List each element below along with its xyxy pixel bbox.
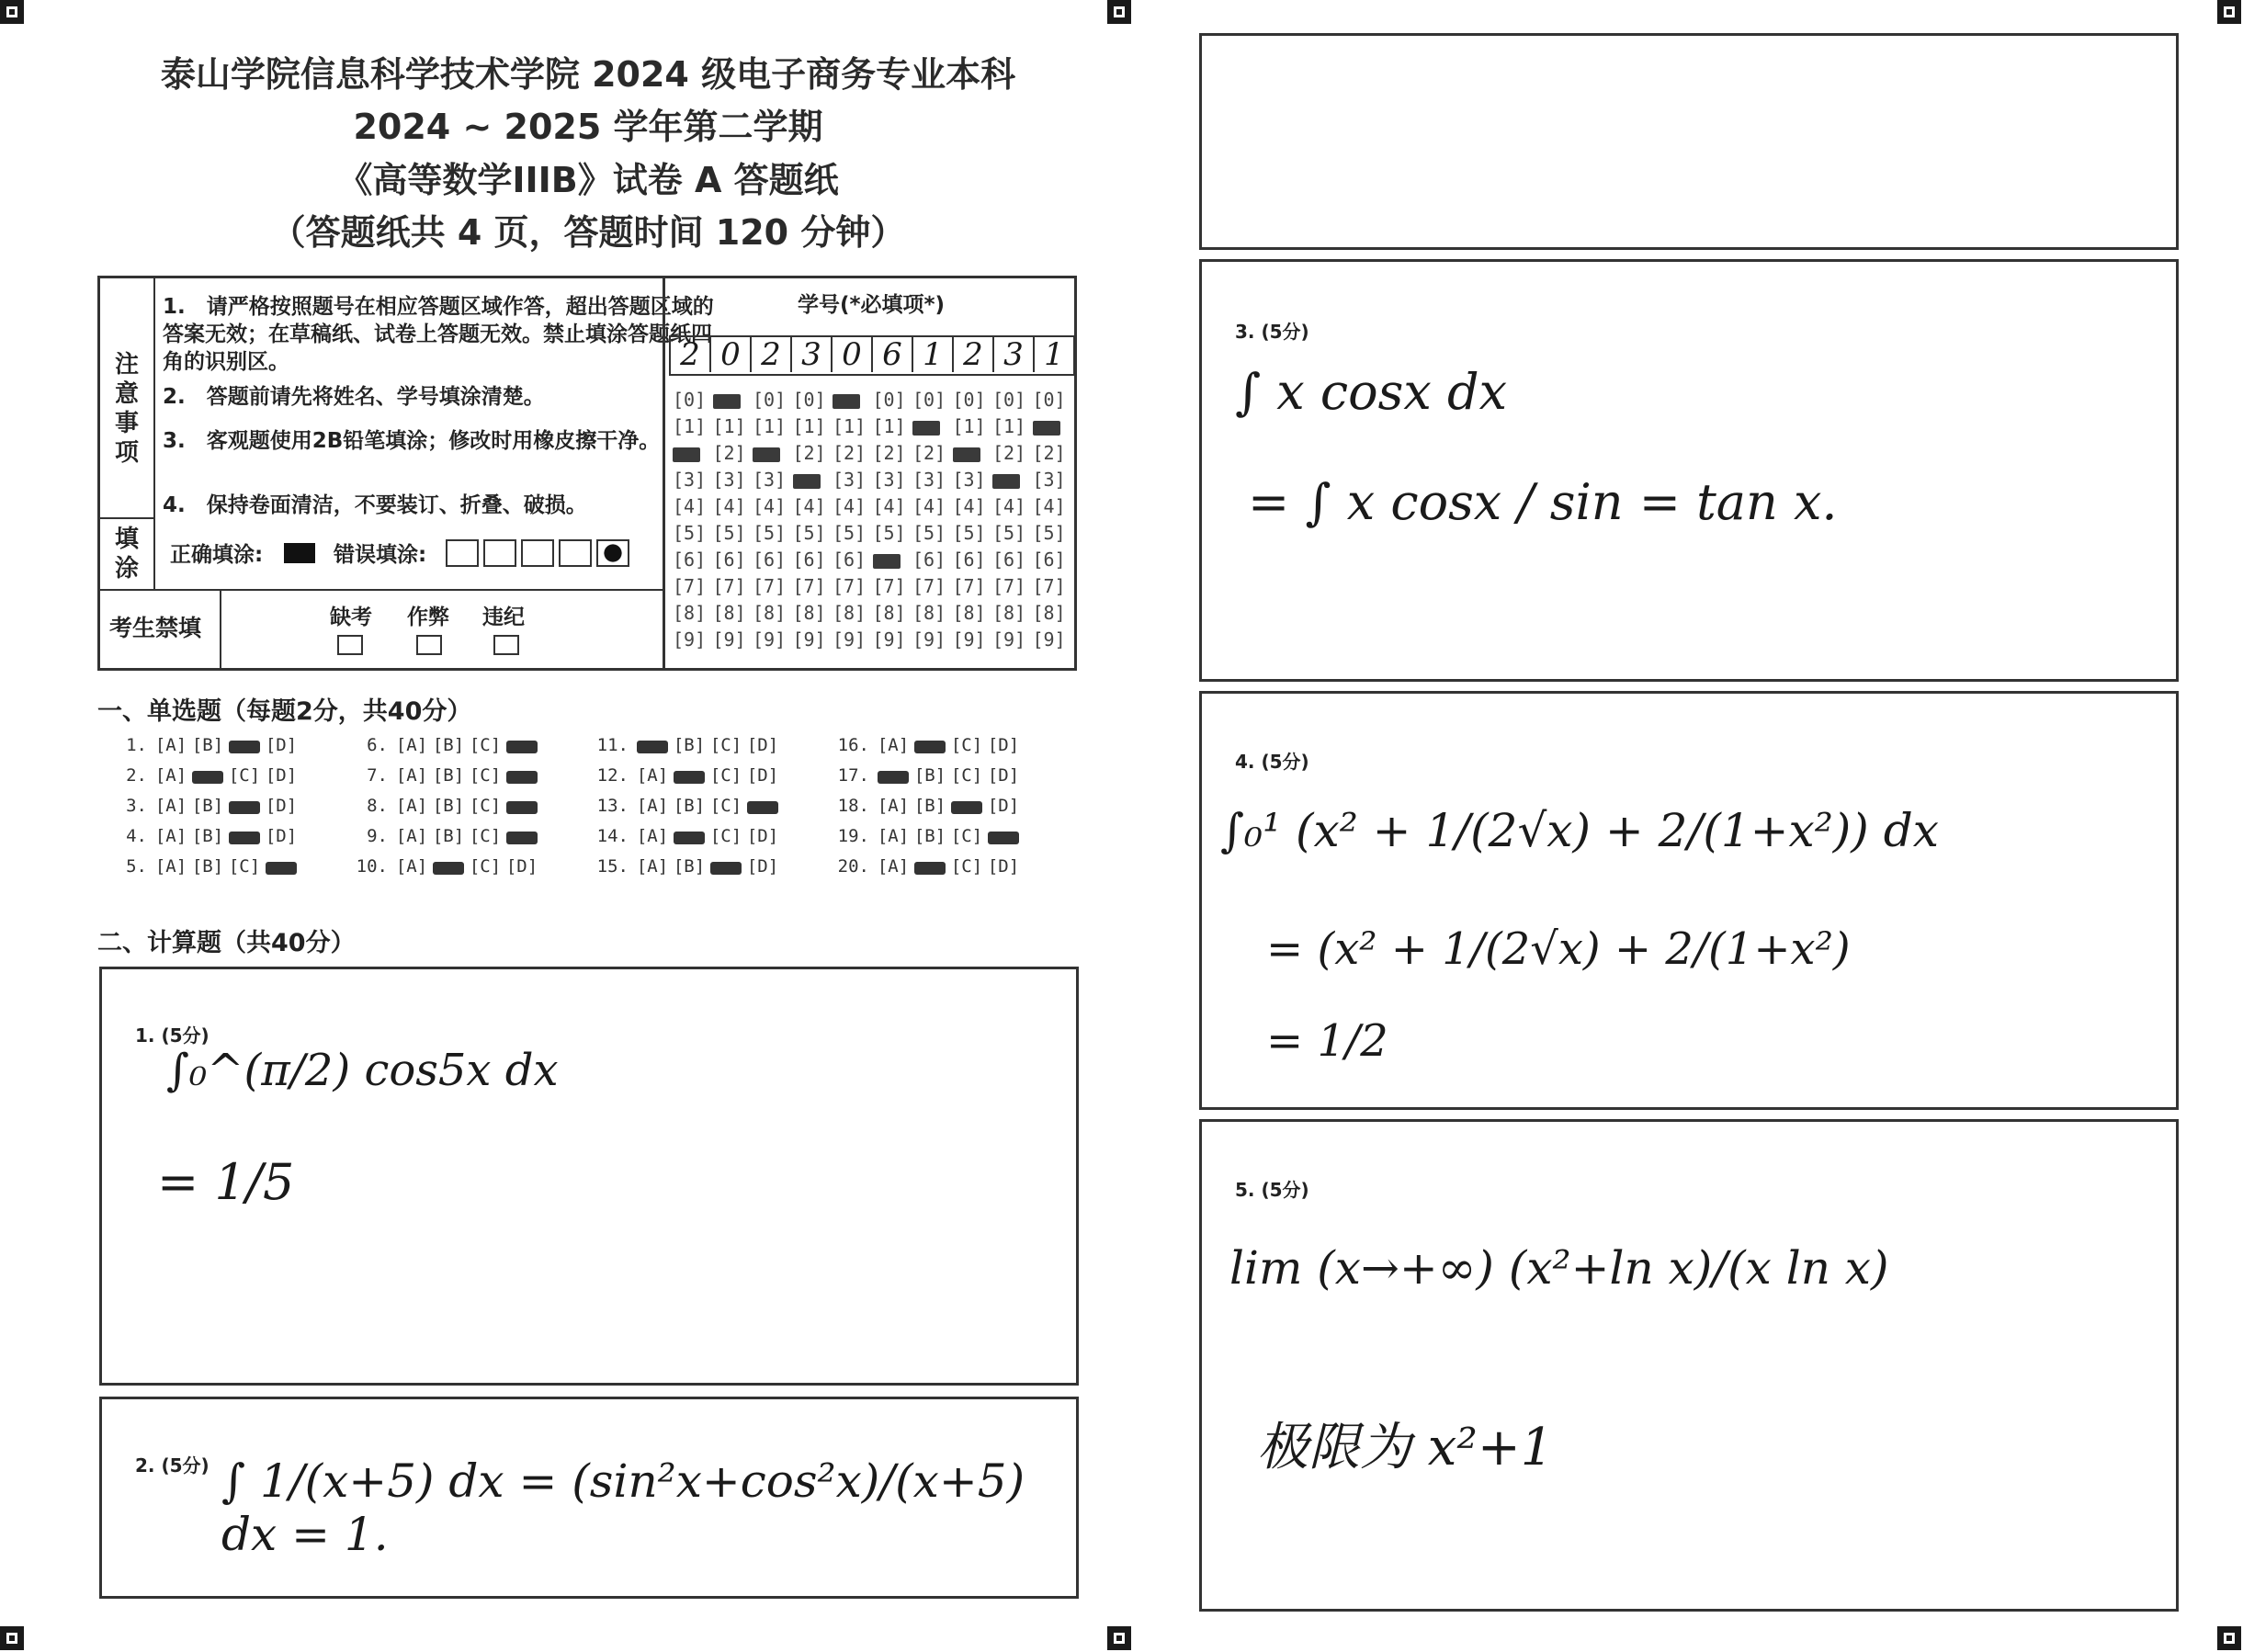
sid-bubble[interactable]: [3] [872, 469, 906, 491]
sid-bubble[interactable]: [0] [673, 389, 707, 411]
sid-bubble[interactable]: [9] [753, 628, 787, 651]
mcq-option[interactable]: [C] [709, 796, 742, 816]
notice-label: 注意事项 [114, 351, 139, 467]
mcq-option[interactable]: [D] [746, 826, 779, 846]
mcq-option[interactable] [506, 741, 538, 753]
mcq-option[interactable]: [A] [877, 796, 910, 816]
mcq-option[interactable] [674, 771, 705, 784]
mcq-option[interactable]: [A] [395, 735, 428, 755]
sid-bubble[interactable]: [4] [753, 495, 787, 517]
answer-box-continued[interactable] [1199, 33, 2179, 250]
answer-box-q1[interactable] [99, 967, 1079, 1386]
mcq-option[interactable] [192, 771, 223, 784]
sid-bubble[interactable]: [8] [992, 602, 1026, 624]
q1-label: 1. (5分) [135, 1024, 210, 1047]
sid-bubble[interactable]: [2] [712, 442, 746, 464]
sid-bubble[interactable]: [8] [673, 602, 707, 624]
sid-bubble[interactable]: [3] [833, 469, 867, 491]
mcq-option[interactable]: [A] [154, 735, 187, 755]
forbidden-label: 考生禁填 [109, 615, 202, 641]
mcq-option[interactable]: [A] [395, 796, 428, 816]
sid-bubble-row [673, 547, 1077, 573]
mcq-number: 8. [367, 796, 388, 816]
sid-bubble[interactable]: [8] [753, 602, 787, 624]
mcq-item[interactable] [833, 796, 1022, 816]
sid-bubble[interactable]: [4] [872, 495, 906, 517]
exam-header-line1: 泰山学院信息科学技术学院 2024 级电子商务专业本科 [160, 54, 1016, 95]
mcq-number: 9. [367, 826, 388, 846]
mcq-item[interactable] [592, 765, 781, 786]
q5-label: 5. (5分) [1235, 1179, 1309, 1201]
sid-bubble[interactable]: [7] [992, 575, 1026, 597]
q4-label: 4. (5分) [1235, 751, 1309, 773]
sid-digit: 2 [954, 337, 994, 372]
registration-mark [2217, 1626, 2241, 1650]
answer-box-q5[interactable] [1199, 1119, 2179, 1612]
sid-bubble[interactable]: [2] [912, 442, 946, 464]
mcq-item[interactable] [592, 856, 781, 877]
q3-label: 3. (5分) [1235, 321, 1309, 343]
sid-bubble[interactable]: [9] [792, 628, 826, 651]
mcq-number: 7. [367, 765, 388, 786]
sid-bubble[interactable]: [4] [912, 495, 946, 517]
sid-bubble[interactable]: [0] [872, 389, 906, 411]
q5-work: lim (x→+∞) (x²+ln x)/(x ln x) [1229, 1241, 1889, 1295]
mcq-number: 14. [596, 826, 629, 846]
mcq-item[interactable] [351, 796, 540, 816]
mcq-number: 6. [367, 735, 388, 755]
absent-checkbox[interactable] [337, 635, 363, 655]
mcq-option[interactable] [229, 832, 260, 844]
mcq-option[interactable] [506, 801, 538, 814]
sid-bubble[interactable]: [7] [833, 575, 867, 597]
notice-item-1: 1. 请严格按照题号在相应答题区域作答，超出答题区域的答案无效；在草稿纸、试卷上答题无效。禁止填涂答题纸四角的识别区。 [163, 295, 714, 374]
cheat-checkbox[interactable] [416, 635, 442, 655]
mcq-number: 18. [837, 796, 869, 816]
q2-work: ∫ 1/(x+5) dx = (sin²x+cos²x)/(x+5) dx = 1. [221, 1454, 1025, 1561]
violation-label: 违纪 [482, 605, 525, 629]
mcq-option[interactable]: [A] [877, 826, 910, 846]
mcq-number: 1. [126, 735, 147, 755]
sid-bubble[interactable]: [6] [833, 549, 867, 571]
q1-answer: = 1/5 [157, 1153, 295, 1211]
q4-work: ∫₀¹ (x² + 1/(2√x) + 2/(1+x²)) dx [1220, 804, 1939, 857]
fill-example-row [100, 519, 663, 591]
sid-bubble-row [673, 413, 1077, 440]
sid-bubble[interactable]: [3] [912, 469, 946, 491]
sid-digit: 1 [1044, 336, 1064, 373]
mcq-option[interactable] [433, 862, 464, 875]
mcq-option[interactable]: [B] [432, 735, 465, 755]
mcq-option[interactable]: [D] [265, 826, 298, 846]
sid-digit: 2 [671, 337, 711, 372]
student-id-panel [663, 278, 1077, 668]
mcq-option[interactable]: [B] [432, 796, 465, 816]
mcq-item[interactable] [351, 735, 540, 755]
sid-bubble[interactable]: [7] [753, 575, 787, 597]
section2-title: 二、计算题（共40分） [97, 929, 356, 957]
mcq-option[interactable] [914, 741, 946, 753]
mcq-option[interactable]: [B] [191, 856, 224, 877]
sid-bubble[interactable] [1033, 413, 1073, 440]
sid-bubble[interactable]: [5] [753, 522, 787, 544]
sid-bubble-row [673, 573, 1077, 600]
sid-bubble[interactable]: [0] [952, 389, 986, 411]
sid-bubble[interactable] [992, 467, 1033, 493]
sid-bubble[interactable]: [6] [792, 549, 826, 571]
violation-checkbox[interactable] [493, 635, 519, 655]
mcq-option[interactable]: [B] [673, 856, 706, 877]
sid-bubble[interactable]: [4] [792, 495, 826, 517]
sid-bubble[interactable]: [7] [872, 575, 906, 597]
sid-bubble-row [673, 387, 1077, 413]
mcq-option[interactable] [637, 741, 668, 753]
mcq-option[interactable]: [C] [469, 765, 502, 786]
mcq-option[interactable]: [C] [709, 826, 742, 846]
mcq-number: 20. [837, 856, 869, 877]
mcq-option[interactable] [951, 801, 982, 814]
mcq-option[interactable]: [C] [228, 765, 261, 786]
sid-bubble[interactable]: [8] [952, 602, 986, 624]
mcq-option[interactable]: [A] [395, 765, 428, 786]
sid-bubble[interactable]: [9] [872, 628, 906, 651]
sid-bubble-row [673, 493, 1077, 520]
sid-bubble-row [673, 627, 1077, 653]
mcq-number: 12. [596, 765, 629, 786]
mcq-option[interactable]: [D] [265, 765, 298, 786]
sid-bubble[interactable]: [4] [673, 495, 707, 517]
sid-bubble[interactable]: [3] [952, 469, 986, 491]
mcq-option[interactable] [988, 832, 1019, 844]
sid-bubble[interactable]: [6] [912, 549, 946, 571]
registration-mark [0, 1626, 24, 1650]
sid-bubble[interactable]: [3] [753, 469, 787, 491]
mcq-option[interactable]: [C] [228, 856, 261, 877]
mcq-option[interactable] [914, 862, 946, 875]
mcq-item[interactable] [833, 826, 1022, 846]
sid-bubble[interactable]: [4] [833, 495, 867, 517]
mcq-option[interactable]: [D] [265, 796, 298, 816]
sid-bubble[interactable]: [6] [952, 549, 986, 571]
sid-digit: 0 [711, 337, 752, 372]
absent-label: 缺考 [330, 605, 372, 629]
section1-title: 一、单选题（每题2分，共40分） [97, 697, 472, 726]
sid-bubble[interactable]: [9] [1032, 628, 1066, 651]
mcq-option[interactable]: [C] [469, 826, 502, 846]
wrong-fill-label: 错误填涂: [334, 543, 427, 567]
sid-bubble[interactable]: [7] [912, 575, 946, 597]
mcq-option[interactable]: [B] [913, 826, 946, 846]
registration-mark [1107, 1626, 1131, 1650]
mcq-option[interactable]: [B] [673, 735, 706, 755]
mcq-item[interactable] [592, 735, 781, 755]
forbidden-row [100, 591, 663, 668]
sid-bubble[interactable] [673, 440, 713, 467]
mcq-option[interactable] [266, 862, 297, 875]
sid-bubble[interactable]: [7] [673, 575, 707, 597]
mcq-option[interactable]: [A] [154, 796, 187, 816]
sid-bubble[interactable]: [6] [1032, 549, 1066, 571]
sid-bubble[interactable]: [6] [673, 549, 707, 571]
registration-mark [1107, 0, 1131, 24]
mcq-item[interactable] [110, 826, 300, 846]
mcq-item[interactable] [110, 796, 300, 816]
sid-bubble[interactable]: [1] [872, 415, 906, 437]
mcq-option[interactable]: [A] [154, 765, 187, 786]
sid-bubble[interactable]: [5] [1032, 522, 1066, 544]
mcq-option[interactable]: [A] [636, 856, 669, 877]
sid-bubble[interactable]: [5] [872, 522, 906, 544]
mcq-item[interactable] [110, 735, 300, 755]
mcq-option[interactable]: [D] [987, 856, 1020, 877]
sid-bubble[interactable]: [0] [753, 389, 787, 411]
mcq-option[interactable]: [C] [709, 765, 742, 786]
q5-line2: 极限为 x²+1 [1257, 1418, 1554, 1477]
q2-label: 2. (5分) [135, 1454, 210, 1477]
sid-digit: 6 [873, 337, 913, 372]
sid-bubble-row [673, 467, 1077, 493]
sid-bubble[interactable]: [3] [1032, 469, 1066, 491]
mcq-item[interactable] [833, 856, 1022, 877]
sid-bubble[interactable] [713, 387, 753, 413]
notice-panel [97, 276, 1077, 671]
mcq-number: 16. [837, 735, 869, 755]
mcq-option[interactable]: [A] [636, 765, 669, 786]
sid-bubble[interactable]: [9] [912, 628, 946, 651]
sid-bubble[interactable]: [6] [753, 549, 787, 571]
mcq-option[interactable]: [D] [265, 735, 298, 755]
mcq-option[interactable]: [B] [432, 826, 465, 846]
sid-bubble[interactable]: [1] [712, 415, 746, 437]
sid-bubble[interactable]: [2] [1032, 442, 1066, 464]
sid-bubble[interactable]: [5] [992, 522, 1026, 544]
sid-bubble[interactable]: [8] [912, 602, 946, 624]
sid-digit: 3 [994, 337, 1035, 372]
fill-label: 填涂 [114, 526, 139, 583]
mcq-item[interactable] [351, 765, 540, 786]
mcq-item[interactable] [592, 826, 781, 846]
mcq-number: 13. [596, 796, 629, 816]
mcq-option[interactable]: [B] [191, 735, 224, 755]
sid-bubble[interactable]: [5] [952, 522, 986, 544]
mcq-option[interactable]: [B] [191, 826, 224, 846]
mcq-option[interactable]: [D] [505, 856, 538, 877]
sid-digit: 1 [913, 337, 954, 372]
notice-item-4: 4. 保持卷面清洁，不要装订、折叠、破损。 [163, 493, 587, 517]
mcq-item[interactable] [351, 826, 540, 846]
mcq-item[interactable] [592, 796, 781, 816]
sid-bubble[interactable]: [1] [992, 415, 1026, 437]
q4-line3: = 1/2 [1266, 1015, 1388, 1067]
sid-bubble[interactable]: [4] [1032, 495, 1066, 517]
mcq-number: 5. [126, 856, 147, 877]
sid-digit: 2 [752, 337, 792, 372]
mcq-item[interactable] [833, 765, 1022, 786]
sid-bubble[interactable]: [5] [673, 522, 707, 544]
sid-bubble[interactable]: [1] [792, 415, 826, 437]
mcq-item[interactable] [833, 735, 1022, 755]
mcq-option[interactable]: [C] [950, 826, 983, 846]
sid-bubble[interactable]: [5] [912, 522, 946, 544]
sid-bubble-row [673, 440, 1077, 467]
sid-bubble[interactable]: [3] [712, 469, 746, 491]
sid-bubble[interactable]: [9] [992, 628, 1026, 651]
sid-bubble[interactable]: [2] [792, 442, 826, 464]
sid-bubble[interactable]: [7] [712, 575, 746, 597]
sid-bubble[interactable]: [5] [792, 522, 826, 544]
mcq-option[interactable]: [A] [636, 826, 669, 846]
sid-bubble[interactable]: [8] [712, 602, 746, 624]
sid-bubble[interactable]: [9] [833, 628, 867, 651]
sid-bubble[interactable]: [0] [992, 389, 1026, 411]
answer-box-q2[interactable] [99, 1397, 1079, 1599]
q1-work: ∫₀^(π/2) cos5x dx [166, 1045, 559, 1096]
mcq-option[interactable]: [C] [950, 735, 983, 755]
mcq-option[interactable]: [A] [395, 856, 428, 877]
mcq-option[interactable]: [D] [746, 735, 779, 755]
sid-bubble[interactable]: [5] [712, 522, 746, 544]
mcq-option[interactable]: [A] [877, 856, 910, 877]
mcq-option[interactable]: [A] [395, 826, 428, 846]
sid-bubble[interactable] [793, 467, 833, 493]
correct-fill-sample [284, 543, 315, 563]
student-id-bubble-grid[interactable] [673, 387, 1077, 653]
sid-bubble[interactable] [833, 387, 873, 413]
mcq-item[interactable] [110, 856, 300, 877]
sid-bubble[interactable]: [7] [1032, 575, 1066, 597]
mcq-option[interactable]: [B] [432, 765, 465, 786]
sid-bubble[interactable]: [8] [872, 602, 906, 624]
exam-header-line2: 2024 ~ 2025 学年第二学期 [353, 107, 823, 147]
sid-bubble[interactable] [873, 547, 913, 573]
sid-bubble-row [673, 600, 1077, 627]
mcq-number: 17. [837, 765, 869, 786]
sid-bubble[interactable]: [8] [833, 602, 867, 624]
mcq-option[interactable]: [C] [709, 735, 742, 755]
sid-digit: 3 [792, 337, 833, 372]
answer-box-q4[interactable] [1199, 691, 2179, 1110]
mcq-option[interactable]: [B] [191, 796, 224, 816]
mcq-option[interactable]: [A] [154, 826, 187, 846]
sid-bubble[interactable]: [9] [952, 628, 986, 651]
mcq-number: 11. [596, 735, 629, 755]
sid-bubble[interactable]: [0] [912, 389, 946, 411]
sid-bubble[interactable] [753, 440, 793, 467]
mcq-option[interactable]: [C] [469, 735, 502, 755]
sid-bubble[interactable]: [5] [833, 522, 867, 544]
sid-bubble[interactable]: [2] [833, 442, 867, 464]
mcq-option[interactable] [878, 771, 909, 784]
student-id-header: 学号(*必填项*) [797, 293, 946, 317]
exam-header-line3: 《高等数学IIIB》试卷 A 答题纸 [337, 160, 839, 200]
mcq-option[interactable]: [B] [913, 765, 946, 786]
mcq-option[interactable] [229, 741, 260, 753]
sid-bubble[interactable]: [2] [992, 442, 1026, 464]
mcq-option[interactable]: [C] [950, 765, 983, 786]
mcq-option[interactable] [747, 801, 778, 814]
notice-item-3: 3. 客观题使用2B铅笔填涂；修改时用橡皮擦干净。 [163, 429, 661, 453]
sid-bubble[interactable]: [0] [1032, 389, 1066, 411]
sid-bubble[interactable]: [8] [1032, 602, 1066, 624]
sid-bubble[interactable]: [1] [833, 415, 867, 437]
mcq-option[interactable]: [B] [913, 796, 946, 816]
mcq-option[interactable]: [D] [746, 856, 779, 877]
mcq-option[interactable]: [A] [877, 735, 910, 755]
mcq-option[interactable] [506, 771, 538, 784]
mcq-item[interactable] [351, 856, 540, 877]
sid-bubble[interactable] [912, 413, 953, 440]
mcq-number: 19. [837, 826, 869, 846]
mcq-number: 3. [126, 796, 147, 816]
mcq-option[interactable]: [C] [469, 796, 502, 816]
mcq-option[interactable] [710, 862, 742, 875]
correct-fill-label: 正确填涂: [170, 543, 264, 567]
sid-bubble[interactable]: [4] [952, 495, 986, 517]
sid-bubble[interactable]: [0] [792, 389, 826, 411]
sid-bubble[interactable]: [9] [712, 628, 746, 651]
notice-label-cell [100, 278, 155, 519]
mcq-option[interactable]: [D] [987, 796, 1020, 816]
q3-work: ∫ x cosx dx [1235, 363, 1508, 421]
sid-bubble[interactable]: [4] [992, 495, 1026, 517]
mcq-option[interactable]: [D] [987, 735, 1020, 755]
mcq-option[interactable]: [C] [469, 856, 502, 877]
q4-line2: = (x² + 1/(2√x) + 2/(1+x²) [1266, 923, 1851, 975]
mcq-option[interactable]: [A] [636, 796, 669, 816]
sid-bubble[interactable]: [3] [673, 469, 707, 491]
mcq-option[interactable]: [D] [987, 765, 1020, 786]
sid-digit: 0 [833, 337, 873, 372]
registration-mark [2217, 0, 2241, 24]
mcq-option[interactable]: [D] [746, 765, 779, 786]
mcq-number: 2. [126, 765, 147, 786]
mcq-option[interactable] [229, 801, 260, 814]
sid-bubble[interactable] [953, 440, 993, 467]
exam-header-line4: （答题纸共 4 页，答题时间 120 分钟） [270, 212, 906, 253]
cheat-label: 作弊 [407, 605, 449, 629]
mcq-option[interactable]: [C] [950, 856, 983, 877]
answer-box-q3[interactable] [1199, 259, 2179, 682]
sid-bubble[interactable]: [2] [872, 442, 906, 464]
sid-bubble[interactable]: [8] [792, 602, 826, 624]
mcq-number: 15. [596, 856, 629, 877]
sid-bubble[interactable]: [1] [952, 415, 986, 437]
sid-bubble[interactable]: [6] [992, 549, 1026, 571]
sid-bubble[interactable]: [1] [753, 415, 787, 437]
sid-bubble[interactable]: [6] [712, 549, 746, 571]
mcq-answer-grid[interactable] [110, 735, 1084, 891]
sid-bubble[interactable]: [1] [673, 415, 707, 437]
mcq-number: 4. [126, 826, 147, 846]
mcq-option[interactable] [674, 832, 705, 844]
mcq-option[interactable] [506, 832, 538, 844]
registration-mark [0, 0, 24, 24]
q3-line2: = ∫ x cosx / sin = tan x. [1248, 473, 1838, 531]
sid-bubble[interactable]: [7] [952, 575, 986, 597]
mcq-number: 10. [356, 856, 388, 877]
sid-bubble-row [673, 520, 1077, 547]
sid-bubble[interactable]: [9] [673, 628, 707, 651]
student-id-digits [669, 335, 1075, 376]
sid-bubble[interactable]: [7] [792, 575, 826, 597]
mcq-option[interactable]: [A] [154, 856, 187, 877]
sid-bubble[interactable]: [4] [712, 495, 746, 517]
notice-item-2: 2. 答题前请先将姓名、学号填涂清楚。 [163, 385, 545, 409]
mcq-option[interactable]: [B] [673, 796, 706, 816]
mcq-item[interactable] [110, 765, 300, 786]
wrong-fill-samples [446, 539, 629, 571]
